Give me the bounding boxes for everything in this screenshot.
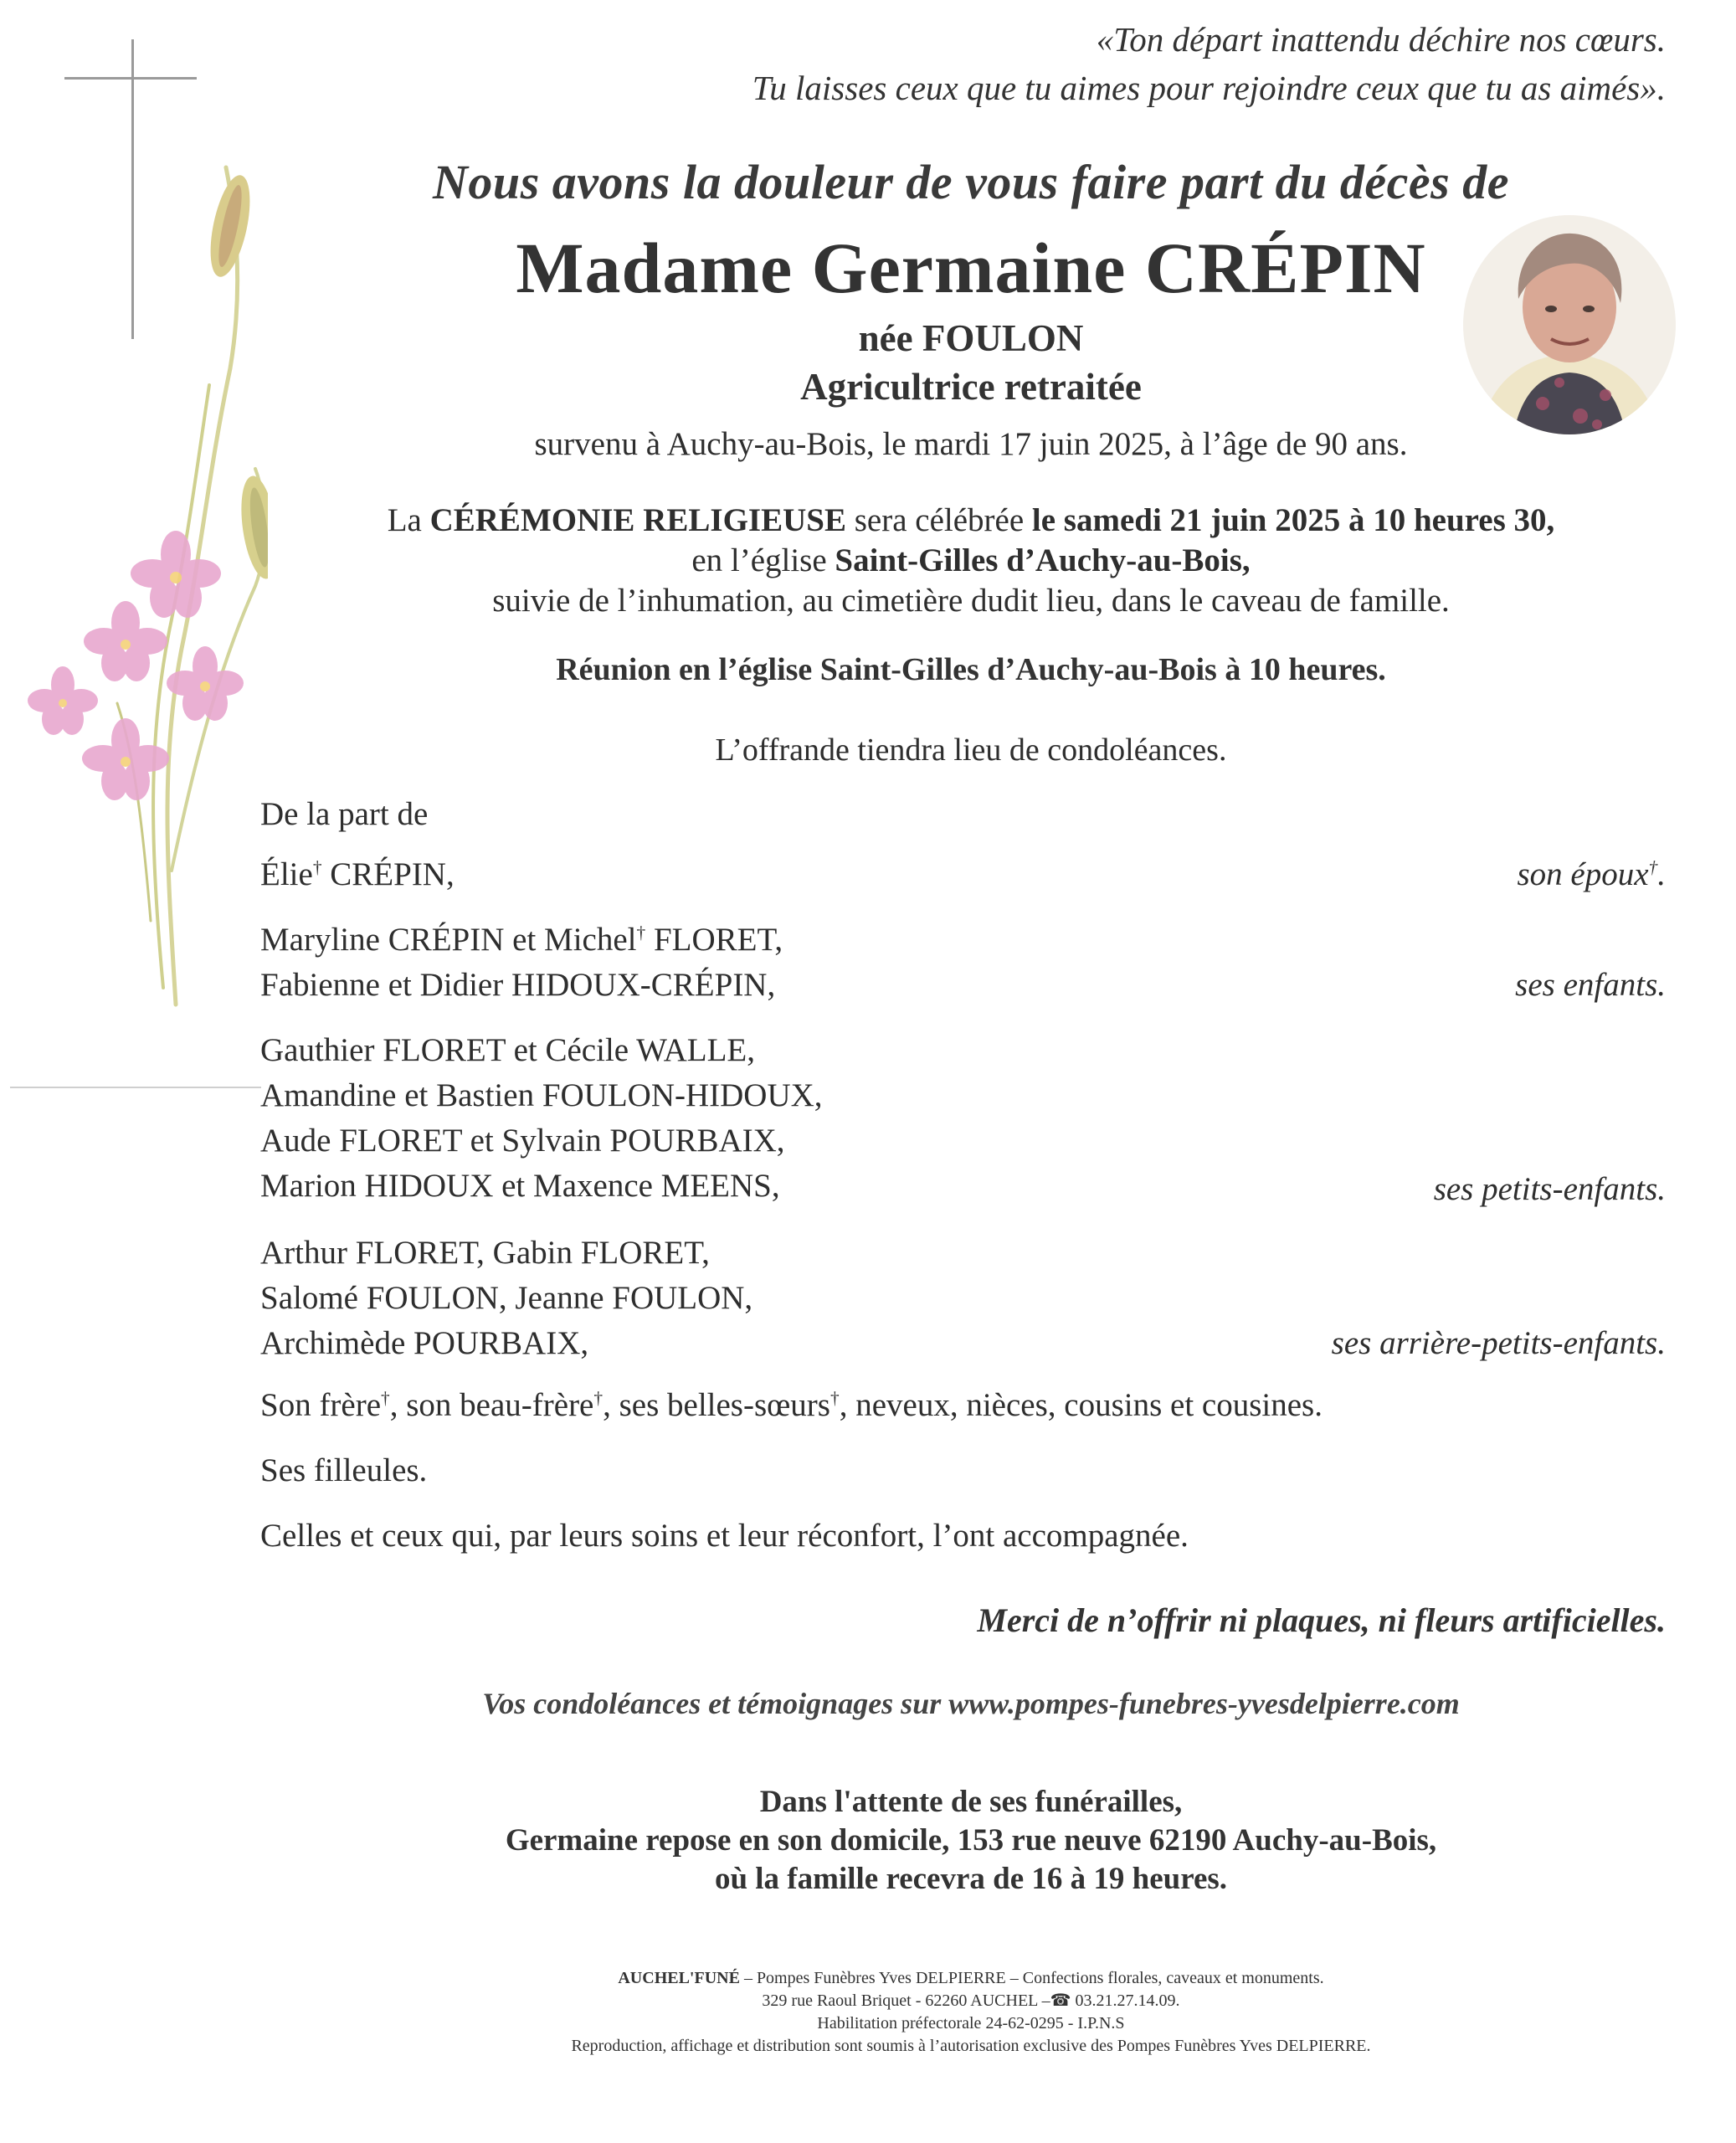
great-grandchildren-names [260, 1231, 752, 1366]
children-line-2: Fabienne et Didier HIDOUX-CRÉPIN, [260, 967, 776, 1003]
list-item: Marion HIDOUX et Maxence MEENS, [260, 1168, 780, 1204]
deceased-name: Madame Germaine CRÉPIN [516, 228, 1426, 308]
portrait-photo [1463, 215, 1676, 434]
cross-icon-horizontal [64, 77, 197, 80]
footer-line-3: Habilitation préfectorale 24-62-0295 - I.P.N.S [817, 2014, 1125, 2033]
siblings-line [260, 1383, 1323, 1428]
relation-text: son époux [1517, 856, 1649, 892]
list-item: Archimède POURBAIX, [260, 1325, 589, 1361]
dagger-mark: † [829, 1388, 840, 1408]
list-item: Amandine et Bastien FOULON-HIDOUX, [260, 1077, 823, 1113]
wake-line-3: où la famille recevra de 16 à 19 heures. [714, 1862, 1228, 1896]
spouse-name [260, 852, 455, 897]
child-text-2: FLORET, [645, 922, 783, 958]
funeral-home-footer [251, 1967, 1691, 2058]
wake-line-2: Germaine repose en son domicile, 153 rue neuve 62190 Auchy-au-Bois, [505, 1823, 1437, 1858]
quote-line-2: Tu laisses ceux que tu aimes pour rejoindre ceux que tu as aimés». [752, 69, 1666, 107]
flowers-notice: Merci de n’offrir ni plaques, ni fleurs artificielles. [977, 1601, 1666, 1639]
footer-text: – Pompes Funèbres Yves DELPIERRE – Confections florales, caveaux et monuments. [739, 1969, 1324, 1987]
ceremony-date: le samedi 21 juin 2025 à 10 heures 30, [1031, 502, 1555, 538]
sibling-text-4: , neveux, nièces, cousins et cousines. [839, 1387, 1323, 1423]
footer-line-4: Reproduction, affichage et distribution sont soumis à l’autorisation exclusive des Pompes Funèbres Yves DELPIERRE. [571, 2037, 1371, 2055]
goddaughters-line: Ses filleules. [260, 1452, 428, 1488]
child-text: Maryline CRÉPIN et Michel [260, 922, 637, 958]
list-item: Salomé FOULON, Jeanne FOULON, [260, 1280, 753, 1316]
divider-line [10, 1087, 261, 1088]
family-intro: De la part de [260, 796, 429, 832]
list-item: Aude FLORET et Sylvain POURBAIX, [260, 1123, 785, 1159]
occupation: Agricultrice retraitée [800, 366, 1142, 408]
sibling-text: Son frère [260, 1387, 382, 1423]
quote-line-1: «Ton départ inattendu déchire nos cœurs. [1096, 20, 1666, 59]
children-names [260, 917, 783, 1008]
reunion-notice: Réunion en l’église Saint-Gilles d’Auchy-au-Bois à 10 heures. [556, 652, 1386, 687]
condolences-website: Vos condoléances et témoignages sur www.pompes-funebres-yvesdelpierre.com [482, 1687, 1460, 1720]
spouse-relation [1517, 856, 1666, 893]
list-item: Gauthier FLORET et Cécile WALLE, [260, 1032, 755, 1068]
sibling-text-3: , ses belles-sœurs [603, 1387, 830, 1423]
flower-illustration [17, 117, 268, 1021]
children-line-1 [260, 917, 783, 963]
ceremony-text-3: en l’église [691, 542, 835, 578]
ceremony-text-2: sera célébrée [845, 502, 1032, 538]
dagger-mark: † [593, 1388, 603, 1408]
spouse-first: Élie [260, 856, 313, 892]
death-details: survenu à Auchy-au-Bois, le mardi 17 juin 2025, à l’âge de 90 ans. [534, 426, 1408, 462]
announcement-intro: Nous avons la douleur de vous faire part du décès de [433, 155, 1509, 209]
dagger-mark: † [1648, 857, 1658, 877]
maiden-name: née FOULON [858, 317, 1084, 359]
ceremony-label: CÉRÉMONIE RELIGIEUSE [429, 502, 846, 538]
wake-line-1: Dans l'attente de ses funérailles, [759, 1785, 1183, 1819]
footer-line-2: 329 rue Raoul Briquet - 62260 AUCHEL –☎ 03.21.27.14.09. [762, 1991, 1180, 2010]
violet-flowers-icon [28, 531, 244, 800]
grandchildren-relation: ses petits-enfants. [1433, 1171, 1666, 1207]
dagger-mark: † [381, 1388, 390, 1408]
relation-end: . [1657, 856, 1666, 892]
ceremony-church: Saint-Gilles d’Auchy-au-Bois, [835, 542, 1251, 578]
dagger-mark: † [636, 922, 646, 943]
great-grandchildren-relation: ses arrière-petits-enfants. [1331, 1325, 1666, 1361]
footer-line-1 [251, 1967, 1691, 1990]
wake-details [251, 1783, 1691, 1899]
spouse-surname: CRÉPIN, [321, 856, 455, 892]
dagger-mark: † [312, 857, 322, 877]
ceremony-line-2 [251, 541, 1691, 581]
offering-notice: L’offrande tiendra lieu de condoléances. [715, 732, 1227, 768]
ceremony-text: La [387, 502, 430, 538]
ceremony-line-3: suivie de l’inhumation, au cimetière dudit lieu, dans le caveau de famille. [492, 583, 1450, 619]
epigraph-quote [752, 15, 1666, 112]
company-name: AUCHEL'FUNÉ [618, 1969, 740, 1987]
sibling-text-2: , son beau-frère [389, 1387, 594, 1423]
ceremony-line-1 [251, 501, 1691, 541]
list-item: Arthur FLORET, Gabin FLORET, [260, 1235, 710, 1271]
children-relation: ses enfants. [1515, 967, 1666, 1003]
carers-line: Celles et ceux qui, par leurs soins et leur réconfort, l’ont accompagnée. [260, 1518, 1189, 1554]
grandchildren-names [260, 1028, 823, 1209]
ceremony-details [251, 501, 1691, 621]
